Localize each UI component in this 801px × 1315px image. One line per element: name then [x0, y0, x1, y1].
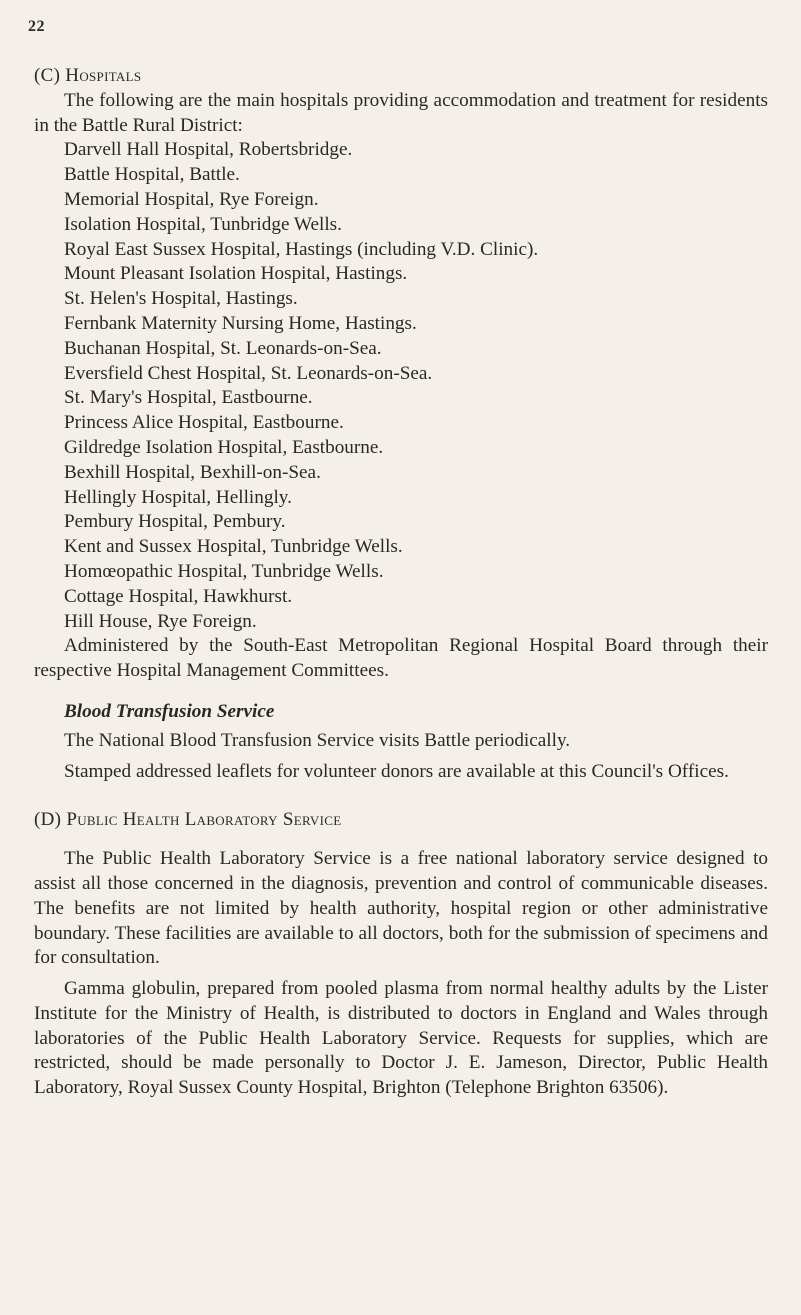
blood-transfusion-para-1: The National Blood Transfusion Service visits Battle periodically.	[64, 729, 571, 751]
list-item: Kent and Sussex Hospital, Tunbridge Wells.	[64, 536, 403, 558]
list-item: Fernbank Maternity Nursing Home, Hastings.	[64, 312, 417, 334]
list-item: Homœopathic Hospital, Tunbridge Wells.	[64, 560, 384, 582]
blood-transfusion-para-2: Stamped addressed leaflets for volunteer donors are available at this Council's Offices.	[64, 760, 729, 782]
list-item: Isolation Hospital, Tunbridge Wells.	[64, 213, 342, 235]
list-item: Mount Pleasant Isolation Hospital, Hastings.	[64, 263, 408, 285]
list-item: Pembury Hospital, Pembury.	[64, 511, 286, 533]
list-item: Princess Alice Hospital, Eastbourne.	[64, 412, 344, 434]
list-item: Darvell Hall Hospital, Robertsbridge.	[64, 139, 353, 161]
list-item: Buchanan Hospital, St. Leonards-on-Sea.	[64, 337, 382, 359]
list-item: St. Helen's Hospital, Hastings.	[64, 288, 298, 310]
list-item: Eversfield Chest Hospital, St. Leonards-on-Sea.	[64, 362, 433, 384]
list-item: Bexhill Hospital, Bexhill-on-Sea.	[64, 461, 321, 483]
hospital-list	[34, 138, 768, 634]
administered-note: Administered by the South-East Metropolitan Regional Hospital Board through their respective Hospital Management Committees.	[34, 635, 768, 682]
list-item: Hill House, Rye Foreign.	[64, 610, 257, 632]
list-item: Memorial Hospital, Rye Foreign.	[64, 188, 319, 210]
list-item: Royal East Sussex Hospital, Hastings (including V.D. Clinic).	[64, 238, 539, 260]
section-d-label: (D)	[34, 809, 62, 831]
section-hospitals	[34, 64, 768, 784]
section-c-label: (C)	[34, 65, 61, 86]
page-number: 22	[28, 18, 45, 35]
section-d-title: Public Health Laboratory Service	[66, 809, 342, 831]
section-public-health-laboratory	[34, 808, 768, 1101]
phls-para-2: Gamma globulin, prepared from pooled plasma from normal healthy adults by the Lister Institute for the Ministry of Health, is distributed to doctors in England and Wales through laboratories of the Public Health Laboratory Service. Requests for supplies, which are restricted, should be made personally to Doctor J. E. Jameson, Director, Public Health Laboratory, Royal Sussex County Hospital, Brighton (Telephone Brighton 63506).	[34, 978, 768, 1099]
page-content	[34, 64, 768, 1101]
hospitals-intro: The following are the main hospitals providing accommodation and treatment for residents in the Battle Rural District:	[34, 89, 768, 136]
list-item: St. Mary's Hospital, Eastbourne.	[64, 387, 313, 409]
list-item: Battle Hospital, Battle.	[64, 164, 240, 186]
list-item: Hellingly Hospital, Hellingly.	[64, 486, 292, 508]
list-item: Cottage Hospital, Hawkhurst.	[64, 585, 293, 607]
section-c-title: Hospitals	[65, 65, 142, 86]
blood-transfusion-heading: Blood Transfusion Service	[64, 700, 275, 722]
list-item: Gildredge Isolation Hospital, Eastbourne.	[64, 436, 384, 458]
section-d-heading	[34, 808, 768, 833]
phls-para-1: The Public Health Laboratory Service is a free national laboratory service designed to assist all those concerned in the diagnosis, prevention and control of communicable diseases. The benefits are not limited by health authority, hospital region or other administrative boundary. These facilities are available to all doctors, both for the submission of specimens and for consultation.	[34, 848, 768, 969]
section-c-heading	[34, 64, 768, 89]
